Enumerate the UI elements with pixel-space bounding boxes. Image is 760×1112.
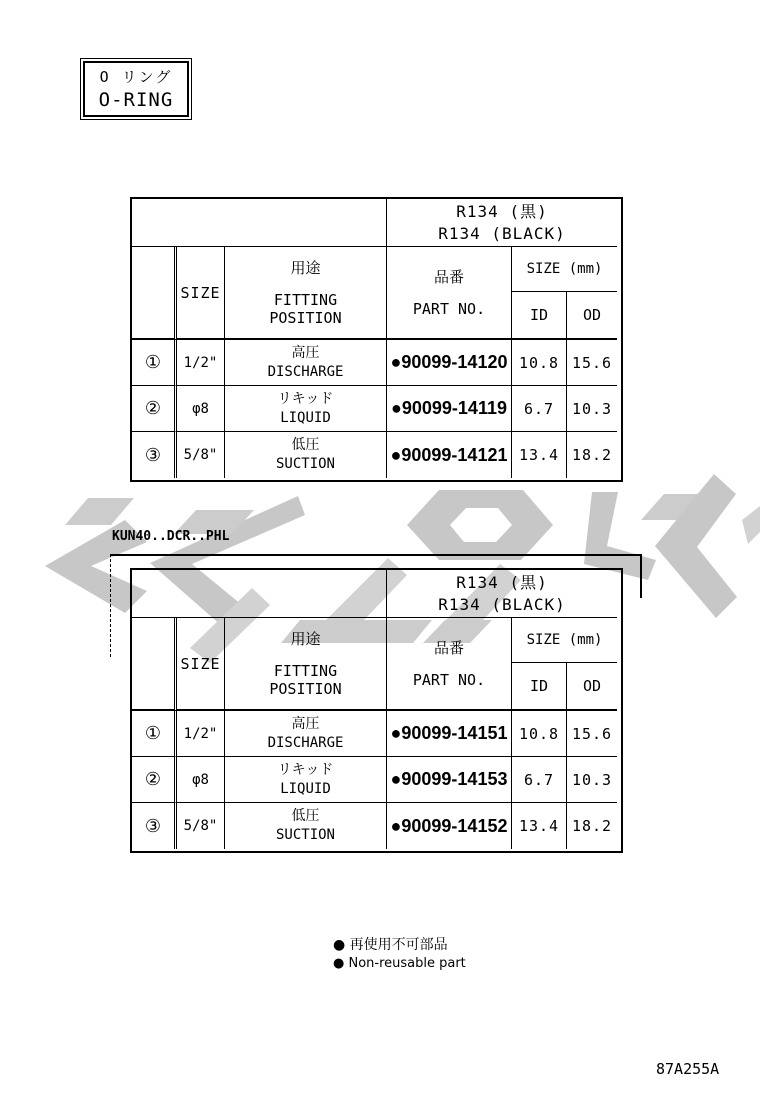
id-header-cell [512, 663, 567, 711]
size-value: φ8 [192, 771, 209, 788]
od-label: OD [582, 306, 602, 324]
od-cell [567, 803, 617, 849]
fitting-cell [225, 757, 387, 803]
size-cell [174, 432, 225, 478]
od-value: 10.3 [571, 399, 613, 418]
fitting-en: DISCHARGE [267, 734, 344, 751]
id-cell [512, 386, 567, 432]
fitting-en: LIQUID [280, 409, 331, 426]
variant-header-cell [387, 199, 617, 247]
part-no-cell [387, 757, 512, 803]
number-header-cell [132, 618, 174, 711]
spec-table-1 [130, 197, 623, 482]
fitting-header-jp: 用途 [290, 258, 321, 277]
row-number-cell [132, 340, 174, 386]
size-header-label: SIZE [180, 654, 221, 673]
part-no-cell [387, 386, 512, 432]
part-number: ●90099-14153 [390, 769, 508, 789]
blank-header-cell [132, 199, 387, 247]
od-cell [567, 340, 617, 386]
legend-en: ● Non-reusable part [333, 956, 466, 971]
size-value: 5/8" [183, 818, 218, 834]
part-header-en: PART NO. [412, 299, 486, 318]
od-cell [567, 386, 617, 432]
size-header-cell [174, 247, 225, 340]
legend-jp: ● 再使用不可部品 [333, 937, 448, 953]
part-header-jp: 品番 [433, 267, 464, 286]
applicability-bracket-right-tick [640, 554, 642, 598]
doc-code: 87A255A [656, 1060, 720, 1078]
part-header-cell [387, 247, 512, 340]
part-header-cell [387, 618, 512, 711]
id-cell [512, 340, 567, 386]
size-cell [174, 711, 225, 757]
fitting-en: SUCTION [275, 827, 335, 843]
title-box [80, 58, 192, 120]
od-cell [567, 711, 617, 757]
row-number-cell [132, 386, 174, 432]
fitting-en: SUCTION [275, 456, 335, 472]
fitting-cell [225, 432, 387, 478]
od-value: 18.2 [571, 446, 613, 464]
title-box-inner [83, 61, 189, 117]
fitting-jp: 高圧 [291, 715, 320, 732]
id-cell [512, 757, 567, 803]
part-no-cell [387, 803, 512, 849]
od-label: OD [582, 677, 602, 695]
fitting-jp: 高圧 [291, 344, 320, 361]
id-cell [512, 432, 567, 478]
id-cell [512, 803, 567, 849]
id-value: 6.7 [523, 399, 555, 418]
part-no-cell [387, 340, 512, 386]
size-value: 1/2" [183, 725, 218, 742]
variant-jp: R134 (黒) [456, 572, 548, 592]
od-header-cell [567, 292, 617, 340]
id-value: 10.8 [518, 353, 560, 372]
row-number: ② [144, 769, 162, 790]
fitting-cell [225, 386, 387, 432]
size-cell [174, 757, 225, 803]
id-value: 10.8 [518, 724, 560, 743]
id-label: ID [529, 677, 549, 695]
part-number: ●90099-14152 [390, 815, 508, 836]
fitting-jp: 低圧 [291, 437, 320, 453]
fitting-header-cell [225, 618, 387, 711]
fitting-jp: 低圧 [291, 808, 320, 824]
fitting-cell [225, 803, 387, 849]
variant-header-cell [387, 570, 617, 618]
row-number-cell [132, 711, 174, 757]
id-header-cell [512, 292, 567, 340]
od-value: 18.2 [571, 817, 613, 835]
size-value: φ8 [192, 400, 209, 417]
part-no-cell [387, 432, 512, 478]
row-number-cell [132, 432, 174, 478]
blank-header-cell [132, 570, 387, 618]
applicability-bracket-left-dash [110, 554, 111, 657]
row-number: ① [144, 723, 162, 744]
size-header-cell [174, 618, 225, 711]
part-number: ●90099-14151 [390, 723, 508, 743]
variant-en: R134 (BLACK) [438, 223, 566, 243]
row-number-cell [132, 757, 174, 803]
od-value: 15.6 [571, 724, 613, 743]
fitting-en: LIQUID [280, 780, 331, 797]
variant-en: R134 (BLACK) [438, 594, 566, 614]
id-cell [512, 711, 567, 757]
fitting-header-en: FITTING POSITION [269, 661, 342, 698]
number-header-cell [132, 247, 174, 340]
od-header-cell [567, 663, 617, 711]
applicability-bracket-line [110, 554, 642, 556]
row-number: ② [144, 398, 162, 419]
spec-table-2 [130, 568, 623, 853]
fitting-header-cell [225, 247, 387, 340]
size-header-label: SIZE [180, 283, 221, 302]
fitting-header-jp: 用途 [290, 629, 321, 648]
row-number: ③ [144, 444, 162, 466]
size-cell [174, 803, 225, 849]
part-header-jp: 品番 [433, 638, 464, 657]
variant-jp: R134 (黒) [456, 201, 548, 221]
id-value: 13.4 [518, 446, 560, 464]
od-cell [567, 757, 617, 803]
id-value: 6.7 [523, 770, 555, 789]
applicability-label: KUN40..DCR..PHL [112, 529, 230, 544]
size-cell [174, 340, 225, 386]
row-number: ③ [144, 815, 162, 837]
part-no-cell [387, 711, 512, 757]
legend [333, 936, 466, 972]
title-en: O-RING [98, 89, 174, 111]
size-cell [174, 386, 225, 432]
id-value: 13.4 [518, 817, 560, 835]
title-jp: O リング [99, 68, 173, 86]
od-cell [567, 432, 617, 478]
fitting-header-en: FITTING POSITION [269, 290, 342, 327]
part-number: ●90099-14121 [390, 444, 508, 465]
fitting-cell [225, 340, 387, 386]
size-mm-label: SIZE (mm) [526, 261, 603, 277]
fitting-jp: リキッド [277, 761, 334, 778]
fitting-en: DISCHARGE [267, 363, 344, 380]
part-header-en: PART NO. [412, 670, 486, 689]
size-mm-label: SIZE (mm) [526, 632, 603, 648]
id-label: ID [529, 306, 549, 324]
row-number: ① [144, 352, 162, 373]
size-mm-header-cell [512, 618, 617, 663]
od-value: 10.3 [571, 770, 613, 789]
fitting-jp: リキッド [277, 390, 334, 407]
fitting-cell [225, 711, 387, 757]
part-number: ●90099-14120 [390, 352, 508, 372]
od-value: 15.6 [571, 353, 613, 372]
size-value: 1/2" [183, 354, 218, 371]
size-value: 5/8" [183, 447, 218, 463]
size-mm-header-cell [512, 247, 617, 292]
row-number-cell [132, 803, 174, 849]
part-number: ●90099-14119 [391, 398, 507, 418]
